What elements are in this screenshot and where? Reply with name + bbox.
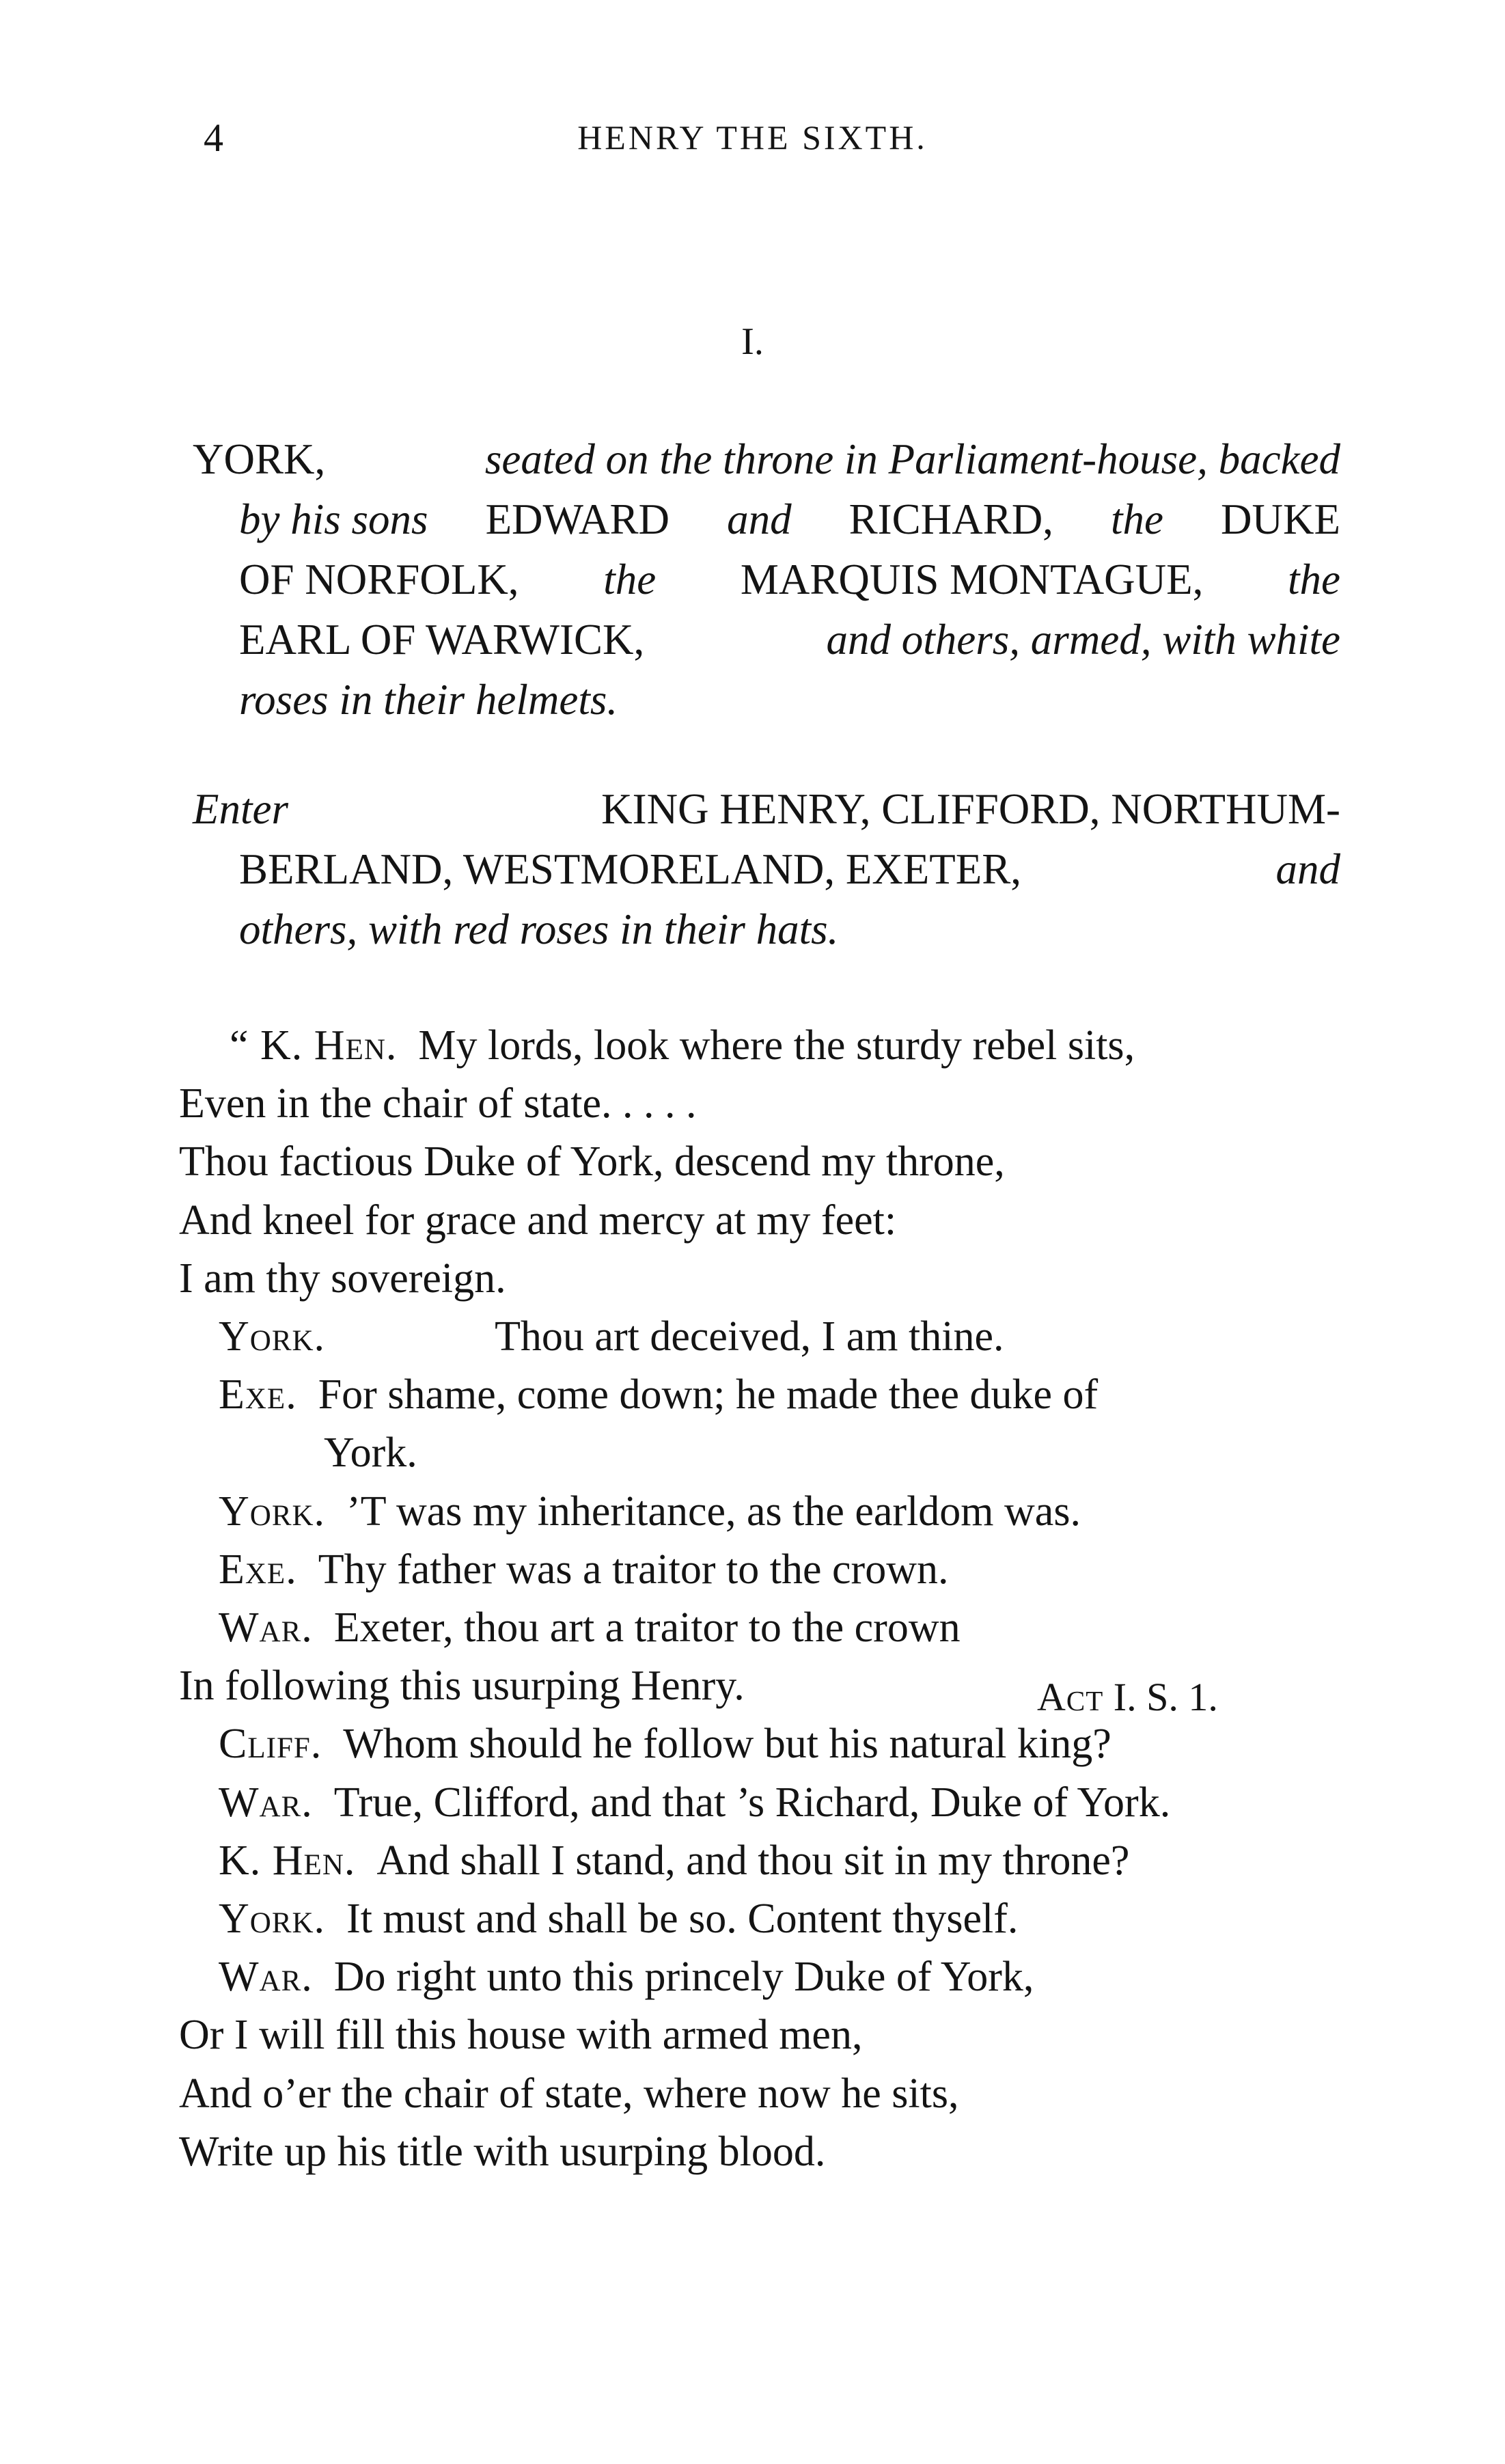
verse-line (179, 1424, 1354, 1482)
roman-text: YORK, (193, 435, 326, 483)
speaker-name: War. (219, 1954, 313, 2001)
speaker-name: York. (219, 1313, 326, 1360)
act-scene-ref: I. S. 1. (1113, 1675, 1218, 1719)
roman-text: BERLAND, WESTMORELAND, EXETER, (239, 845, 1022, 893)
italic-text: others, with red roses in their hats. (239, 905, 839, 953)
italic-text: and (727, 495, 792, 543)
stage-direction-line (193, 899, 1340, 959)
verse-text: In following this usurping Henry. (179, 1662, 745, 1710)
italic-text: by his sons (239, 495, 428, 543)
stage-direction-line (193, 779, 1340, 839)
verse-text: York. (324, 1429, 417, 1477)
verse-text: True, Clifford, and that ’s Richard, Duke of York. (333, 1779, 1171, 1826)
verse-line (179, 1832, 1354, 1890)
verse-text: ’T was my inheritance, as the earldom was. (346, 1488, 1081, 1535)
verse-line (179, 2006, 1354, 2064)
verse-line (179, 1948, 1354, 2006)
italic-text: and others, armed, with white (826, 616, 1340, 663)
italic-text: and (1275, 845, 1340, 893)
stage-direction-line (193, 839, 1340, 899)
verse-line (179, 1483, 1354, 1541)
speaker-name: Exe. (219, 1371, 297, 1419)
italic-text: the (603, 556, 657, 603)
roman-text: RICHARD, (848, 495, 1053, 543)
italic-text: seated on the throne in Parliament-house, backed (484, 435, 1340, 483)
verse-text: My lords, look where the sturdy rebel sits, (418, 1022, 1135, 1069)
verse-text: Thou art deceived, I am thine. (495, 1313, 1004, 1360)
speaker-name: “ K. Hen. (230, 1022, 398, 1069)
verse-text: And o’er the chair of state, where now he sits, (179, 2070, 959, 2117)
roman-text: EARL OF WARWICK, (239, 616, 645, 663)
verse-text: Thy father was a traitor to the crown. (318, 1546, 949, 1593)
verse-text: And kneel for grace and mercy at my feet: (179, 1196, 897, 1244)
italic-text: the (1288, 556, 1340, 603)
verse-text: Whom should he follow but his natural king? (343, 1721, 1112, 1768)
italic-text: Enter (193, 785, 288, 833)
verse-line (179, 1133, 1354, 1191)
stage-direction-entrance (193, 779, 1340, 959)
speaker-name: York. (219, 1895, 326, 1943)
speaker-name: York. (219, 1488, 326, 1535)
roman-text: OF NORFOLK, (239, 556, 519, 603)
stage-direction-line (193, 670, 1340, 730)
verse-line (179, 1192, 1354, 1250)
stage-direction-line (193, 549, 1340, 610)
act-scene-citation (1037, 1674, 1218, 1720)
roman-text: DUKE (1221, 495, 1340, 543)
speaker-name: War. (219, 1779, 313, 1826)
speaker-name: Cliff. (219, 1721, 322, 1768)
verse-text: I am thy sovereign. (179, 1255, 506, 1302)
section-number: I. (741, 320, 764, 363)
act-label: Act (1037, 1675, 1104, 1719)
italic-text: the (1110, 495, 1163, 543)
verse-line (179, 1366, 1354, 1424)
verse-line (179, 1308, 1354, 1366)
roman-text: KING HENRY, CLIFFORD, NORTHUM- (601, 785, 1340, 833)
verse-line (179, 1715, 1354, 1773)
verse-line (179, 1890, 1354, 1948)
verse-dialogue (179, 1017, 1354, 2181)
verse-text: Exeter, thou art a traitor to the crown (333, 1604, 961, 1652)
page-number: 4 (204, 115, 223, 160)
verse-line (179, 1541, 1354, 1599)
verse-text: Write up his title with usurping blood. (179, 2128, 826, 2175)
running-title: HENRY THE SIXTH. (577, 118, 928, 156)
verse-line (179, 1774, 1354, 1832)
verse-text: Even in the chair of state. . . . . (179, 1080, 697, 1127)
verse-text: It must and shall be so. Content thyself. (346, 1895, 1019, 1943)
verse-line (179, 2065, 1354, 2123)
verse-text: Or I will fill this house with armed men, (179, 2012, 863, 2059)
verse-text: For shame, come down; he made thee duke of (318, 1371, 1099, 1419)
speaker-name: K. Hen. (219, 1837, 356, 1884)
verse-text: And shall I stand, and thou sit in my throne? (376, 1837, 1130, 1884)
italic-text: roses in their helmets. (239, 676, 618, 724)
verse-text: Thou factious Duke of York, descend my throne, (179, 1138, 1005, 1186)
verse-line (179, 2123, 1354, 2181)
stage-direction-opening (193, 429, 1340, 730)
roman-text: EDWARD (485, 495, 670, 543)
verse-line (179, 1250, 1354, 1308)
verse-line (179, 1017, 1354, 1075)
verse-line (179, 1075, 1354, 1133)
speaker-name: Exe. (219, 1546, 297, 1593)
verse-line (179, 1599, 1354, 1657)
roman-text: MARQUIS MONTAGUE, (740, 556, 1204, 603)
verse-text: Do right unto this princely Duke of York, (333, 1954, 1034, 2001)
stage-direction-line (193, 610, 1340, 670)
speaker-name: War. (219, 1604, 313, 1652)
stage-direction-line (193, 489, 1340, 549)
stage-direction-line (193, 429, 1340, 489)
